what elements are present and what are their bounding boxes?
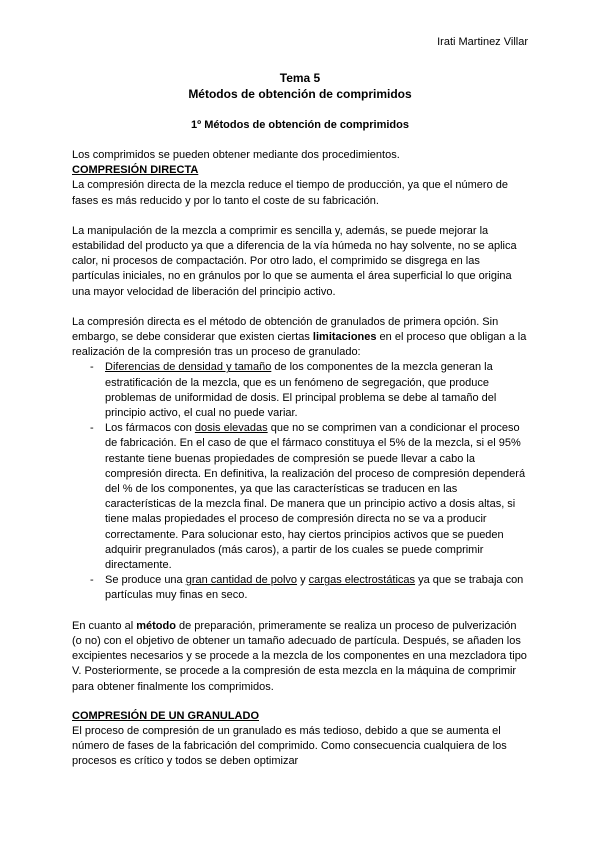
cd-paragraph-4	[72, 619, 527, 695]
cd-paragraph-3	[72, 315, 527, 361]
heading-compresion-granulado: COMPRESIÓN DE UN GRANULADO	[72, 709, 260, 722]
underlined-term: dosis elevadas	[194, 422, 268, 435]
underlined-term: Diferencias de densidad y tamaño	[105, 361, 272, 374]
cd-paragraph-2: La manipulación de la mezcla a comprimir es sencilla y, además, se puede mejorar la estabilidad del producto ya que a diferencia de la vía húmeda no hay solvente, no se aplica calor, ni procesos de compactación. Por otro lado, el comprimido se disgrega en las partículas iniciales, no en gránulos por lo que se aumenta el área superficial lo que origina una mayor velocidad de liberación del principio activo.	[72, 224, 517, 298]
section-title: 1º Métodos de obtención de comprimidos	[191, 119, 409, 131]
text-span: Se produce una	[105, 574, 186, 587]
limitations-list	[72, 360, 527, 603]
text-span: La compresión directa es el método de obtención de granulados de primera opción. Sin embargo, se debe considerar que existen ciertas	[72, 315, 499, 344]
title-block	[0, 70, 600, 131]
text-span: de los componentes de la mezcla generan la estratificación de la mezcla, que es un fenómeno de segregación, que produce problemas de uniformidad de dosis. El principal problema se debe al tamaño del principio activo, el cual no puede variar.	[105, 361, 497, 420]
text-span: de preparación, primeramente se realiza un proceso de pulverización (o no) con el objetivo de obtener un tamaño adecuado de partícula. Después, se añaden los excipientes necesarios y se procede a la mezcla de los componentes en una mezcladora tipo V. Posteriormente, se procede a la compresión de esta mezcla en la máquina de comprimir para obtener finalmente los comprimidos.	[72, 619, 527, 693]
text-span: en el proceso que obligan a la realización de la compresión tras un proceso de granulado:	[72, 331, 527, 359]
cg-paragraph-1: El proceso de compresión de un granulado es más tedioso, debido a que se aumenta el número de fases de la fabricación del comprimido. Como consecuencia cualquiera de los procesos es crítico y todos se deben optimizar	[72, 724, 507, 768]
list-item	[72, 421, 527, 573]
list-item	[72, 360, 527, 421]
text-span: En cuanto al	[72, 619, 137, 632]
intro-paragraph: Los comprimidos se pueden obtener mediante dos procedimientos.	[72, 149, 400, 161]
document-body	[72, 148, 527, 770]
bold-metodo: método	[136, 619, 176, 632]
underlined-term: cargas electrostáticas	[308, 574, 416, 587]
text-span: ya que se trabaja con partículas muy finas en seco.	[105, 574, 524, 602]
cd-paragraph-1: La compresión directa de la mezcla reduce el tiempo de producción, ya que el número de fases es más reducido y por lo tanto el coste de su fabricación.	[72, 179, 508, 207]
doc-subtitle: Métodos de obtención de comprimidos	[188, 87, 412, 101]
author-name: Irati Martinez Villar	[437, 36, 528, 48]
heading-compresion-directa: COMPRESIÓN DIRECTA	[72, 164, 199, 177]
doc-title: Tema 5	[279, 71, 321, 85]
text-span: Los fármacos con	[105, 422, 195, 435]
list-item	[72, 573, 527, 603]
text-span: y	[297, 574, 309, 587]
text-span: que no se comprimen van a condicionar el proceso de fabricación. En el caso de que el fármaco constituya el 5% de la mezcla, si el 95% restante tiene buenas propiedades de compresión se puede llevar a cabo la compresión directa. En definitiva, la realización del proceso de compresión dependerá del % de los componentes, ya que las características se traducen en las características de la mezcla final. De manera que un principio activo a dosis altas, si tiene malas propiedades el proceso de compresión directa no se va a producir correctamente. Para solucionar esto, hay ciertos principios activos que se pueden adquirir pregranulados (más caros), a partir de los cuales se puede comprimir directamente.	[105, 422, 526, 572]
underlined-term: gran cantidad de polvo	[185, 574, 298, 587]
bold-limitaciones: limitaciones	[312, 331, 377, 344]
